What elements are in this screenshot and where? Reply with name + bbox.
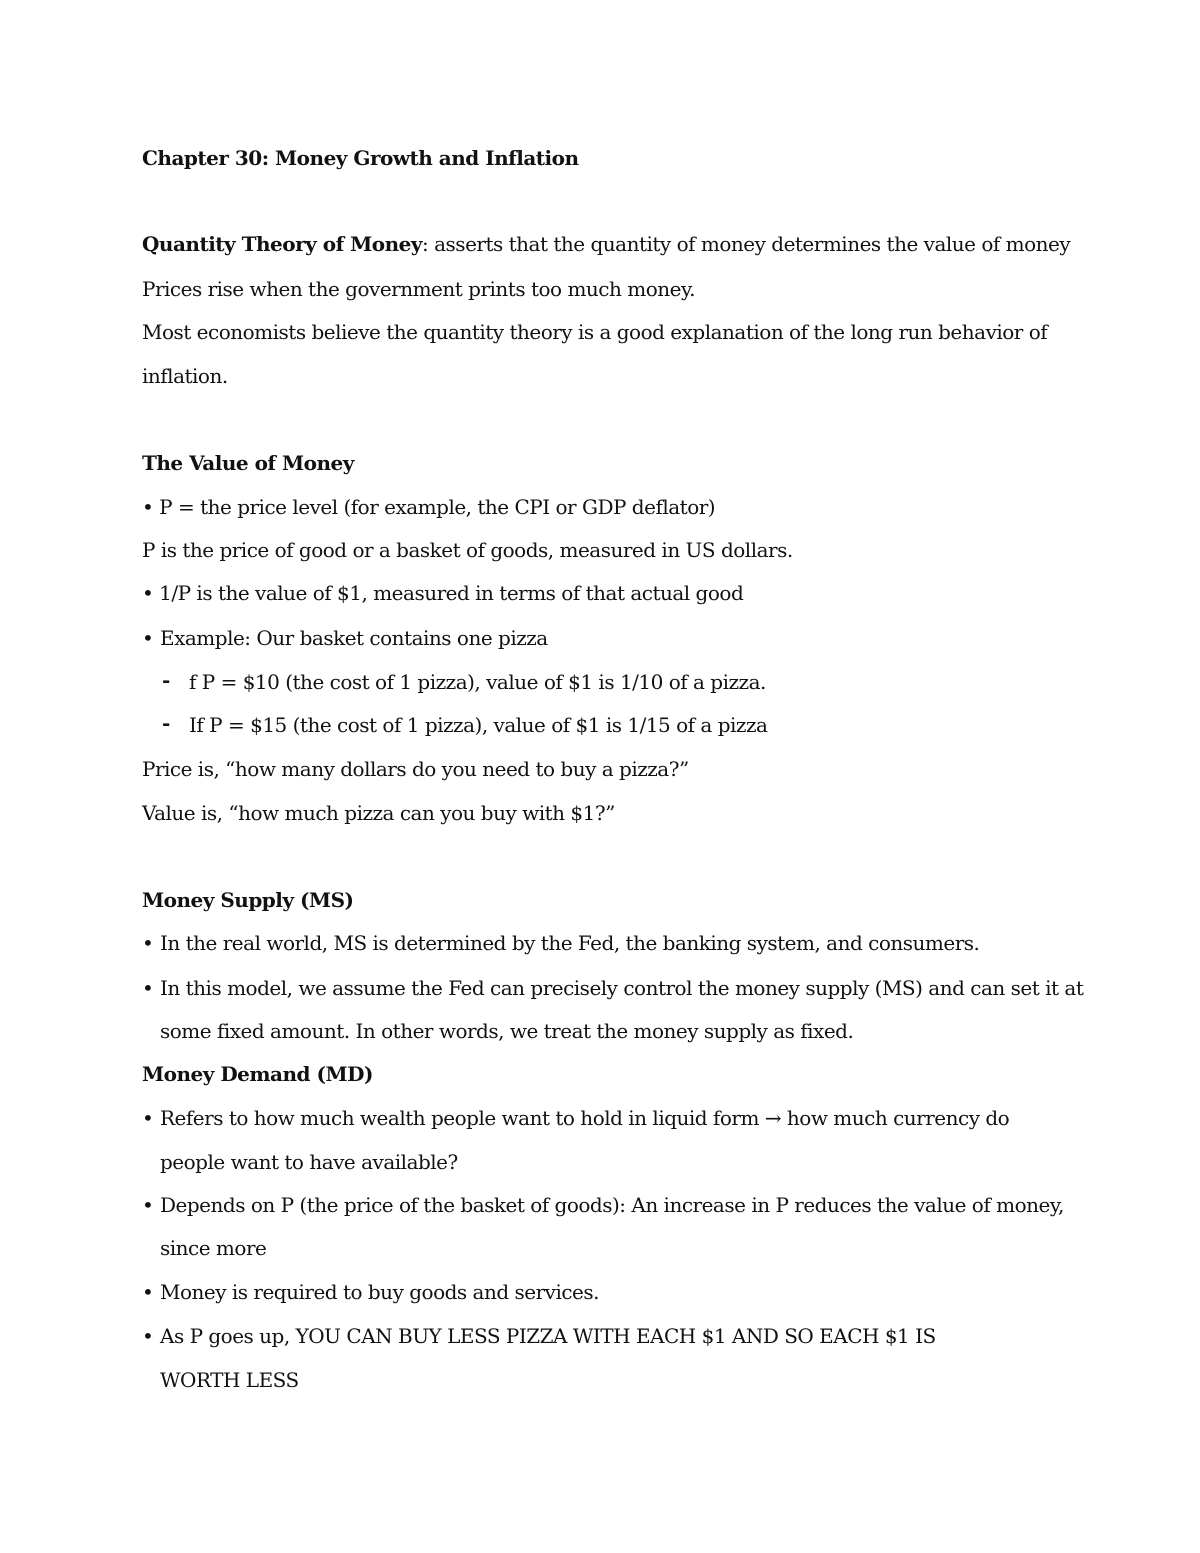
md-item-1-continued: people want to have available?	[160, 1150, 458, 1174]
value-item-1: • P = the price level (for example, the CPI or GDP deflator)	[142, 495, 716, 519]
md-bullet-4: •	[142, 1324, 154, 1348]
value-item-2: P is the price of good or a basket of goods, measured in US dollars.	[142, 538, 793, 562]
money-supply-heading: Money Supply (MS)	[142, 888, 354, 912]
ms-bullet-2: •	[142, 976, 154, 1000]
value-item-3: • 1/P is the value of $1, measured in terms of that actual good	[142, 581, 744, 605]
md-item-3: Money is required to buy goods and services.	[160, 1280, 600, 1304]
sub-item-2: If P = $15 (the cost of 1 pizza), value of $1 is 1/15 of a pizza	[189, 713, 768, 737]
qtm-line-3: Most economists believe the quantity theory is a good explanation of the long run behavior of	[142, 320, 1048, 344]
chapter-title: Chapter 30: Money Growth and Inflation	[142, 146, 579, 170]
md-bullet-1: •	[142, 1106, 154, 1130]
value-definition: Value is, “how much pizza can you buy with $1?”	[142, 801, 615, 825]
ms-item-1: In the real world, MS is determined by the Fed, the banking system, and consumers.	[160, 931, 980, 955]
sub-item-1: f P = $10 (the cost of 1 pizza), value of $1 is 1/10 of a pizza.	[189, 670, 766, 694]
example-bullet: •	[142, 626, 154, 650]
sub-dash-2: -	[162, 711, 171, 735]
qtm-line-2: Prices rise when the government prints too much money.	[142, 277, 695, 301]
qtm-line-4: inflation.	[142, 364, 228, 388]
md-bullet-2: •	[142, 1193, 154, 1217]
money-demand-heading: Money Demand (MD)	[142, 1062, 373, 1086]
qtm-term: Quantity Theory of Money	[142, 232, 423, 256]
sub-dash-1: -	[162, 668, 171, 692]
ms-bullet-1: •	[142, 931, 154, 955]
qtm-definition: : asserts that the quantity of money determines the value of money	[422, 232, 1071, 256]
qtm-definition-line	[142, 234, 1070, 254]
md-item-4: As P goes up, YOU CAN BUY LESS PIZZA WITH EACH $1 AND SO EACH $1 IS	[160, 1324, 936, 1348]
ms-item-2: In this model, we assume the Fed can precisely control the money supply (MS) and can set it at	[160, 976, 1084, 1000]
md-item-1: Refers to how much wealth people want to hold in liquid form → how much currency do	[160, 1106, 1010, 1130]
md-item-2-continued: since more	[160, 1236, 267, 1260]
value-of-money-heading: The Value of Money	[142, 451, 354, 475]
md-bullet-3: •	[142, 1280, 154, 1304]
example-text: Example: Our basket contains one pizza	[160, 626, 548, 650]
md-item-2: Depends on P (the price of the basket of goods): An increase in P reduces the value of money,	[160, 1193, 1064, 1217]
ms-item-2-continued: some fixed amount. In other words, we treat the money supply as fixed.	[160, 1019, 854, 1043]
price-definition: Price is, “how many dollars do you need to buy a pizza?”	[142, 757, 689, 781]
md-item-4-continued: WORTH LESS	[160, 1368, 299, 1392]
